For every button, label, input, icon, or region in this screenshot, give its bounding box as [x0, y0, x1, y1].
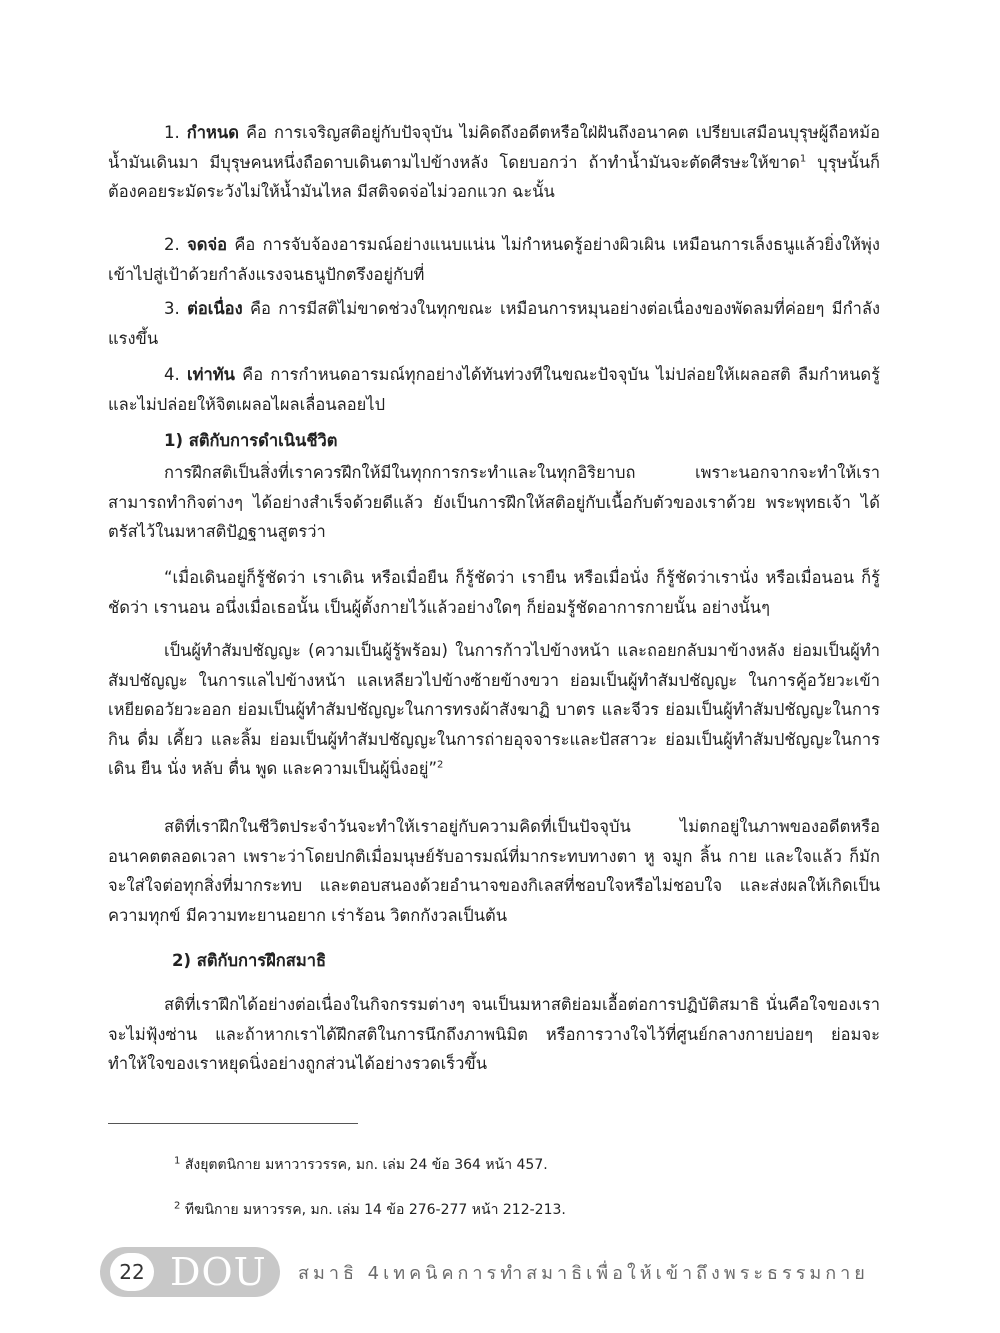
- paragraph-4: [108, 360, 880, 419]
- footnote-divider: [108, 1123, 358, 1124]
- paragraph-8: สติที่เราฝึกในชีวิตประจำวันจะทำให้เราอยู่กับความคิดที่เป็นปัจจุบัน ไม่ตกอยู่ในภาพของอดีตหรืออนาคตตลอดเวลา เพราะว่าโดยปกติเมื่อมนุษย์รับอารมณ์ที่มากระทบทางตา หู จมูก ลิ้น กาย และใจแล้ว ก็มักจะใส่ใจต่อทุกสิ่งที่มากระทบ และตอบสนองด้วยอำนาจของกิเลสที่ชอบใจหรือไม่ชอบใจ และส่งผลให้เกิดเป็นความทุกข์ มีความทะยานอยาก เร่าร้อน วิตกกังวลเป็นต้น: [108, 817, 880, 925]
- item-number: 3.: [164, 299, 180, 318]
- paragraph-text: คือ การเจริญสติอยู่กับปัจจุบัน ไม่คิดถึงอดีตหรือใฝ่ฝันถึงอนาคต เปรียบเสมือนบุรุษผู้ถือหม้อน้ำมันเดินมา มีบุรุษคนหนึ่งถือดาบเดินตามไปข้างหลัง โดยบอกว่า ถ้าทำน้ำมันจะตัดศีรษะให้ขาด: [108, 123, 881, 172]
- paragraph-text: บุรุษนั้นก็ต้องคอยระมัดระวังไม่ให้น้ำมันไหล มีสติจดจ่อไม่วอกแวก ฉะนั้น: [108, 152, 880, 201]
- page-number: 22: [110, 1253, 154, 1291]
- paragraph-2: [108, 230, 880, 289]
- section-heading-2: 2) สติกับการฝึกสมาธิ: [172, 951, 327, 970]
- footnote-1: [174, 1155, 548, 1175]
- footnote-ref: 1: [799, 153, 807, 164]
- section-heading-1: 1) สติกับการดำเนินชีวิต: [164, 431, 338, 450]
- footnote-2: [174, 1200, 566, 1220]
- paragraph-5: การฝึกสติเป็นสิ่งที่เราควรฝึกให้มีในทุกการกระทำและในทุกอิริยาบถ เพราะนอกจากจะทำให้เราสามารถทำกิจต่างๆ ได้อย่างสำเร็จด้วยดีแล้ว ยังเป็นการฝึกให้สติอยู่กับเนื้อกับตัวของเราด้วย พระพุทธเจ้า ได้ตรัสไว้ในมหาสติปัฏฐานสูตรว่า: [108, 463, 880, 541]
- paragraph-7-quote: [108, 636, 880, 784]
- item-term: จดจ่อ: [187, 235, 228, 254]
- item-term: กำหนด: [186, 123, 239, 142]
- paragraph-6-quote: “เมื่อเดินอยู่ก็รู้ชัดว่า เราเดิน หรือเมื่อยืน ก็รู้ชัดว่า เรายืน หรือเมื่อนั่ง ก็รู้ชัดว่าเรานั่ง หรือเมื่อนอน ก็รู้ชัดว่า เรานอน อนึ่งเมื่อเธอนั้น เป็นผู้ตั้งกายไว้แล้วอย่างใดๆ ก็ย่อมรู้ชัดอาการกายนั้น อย่างนั้นๆ: [108, 568, 880, 617]
- item-number: 2.: [164, 235, 180, 254]
- paragraph-text: เป็นผู้ทำสัมปชัญญะ (ความเป็นผู้รู้พร้อม) ในการก้าวไปข้างหน้า และถอยกลับมาข้างหลัง ย่อมเป็นผู้ทำสัมปชัญญะ ในการแลไปข้างหน้า แลเหลียวไปข้างซ้ายข้างขวา ย่อมเป็นผู้ทำสัมปชัญญะ ในการคู้อวัยวะเข้า เหยียดอวัยวะออก ย่อมเป็นผู้ทำสัมปชัญญะในการทรงผ้าสังฆาฏิ บาตร และจีวร ย่อมเป็นผู้ทำสัมปชัญญะในการกิน ดื่ม เคี้ยว และลิ้ม ย่อมเป็นผู้ทำสัมปชัญญะในการถ่ายอุจจาระและปัสสาวะ ย่อมเป็นผู้ทำสัมปชัญญะในการเดิน ยืน นั่ง หลับ ตื่น พูด และความเป็นผู้นิ่งอยู่”: [108, 641, 880, 778]
- footnote-number: 2: [174, 1200, 181, 1212]
- paragraph-3: [108, 294, 880, 353]
- paragraph-9: สติที่เราฝึกได้อย่างต่อเนื่องในกิจกรรมต่างๆ จนเป็นมหาสติย่อมเอื้อต่อการปฏิบัติสมาธิ นั่นคือใจของเราจะไม่ฟุ้งซ่าน และถ้าหากเราได้ฝึกสติในการนึกถึงภาพนิมิต หรือการวางใจไว้ที่ศูนย์กลางกายบ่อยๆ ย่อมจะทำให้ใจของเราหยุดนิ่งอย่างถูกส่วนได้อย่างรวดเร็วขึ้น: [108, 995, 880, 1073]
- item-number: 1.: [164, 123, 180, 142]
- item-term: เท่าทัน: [186, 365, 235, 384]
- footnote-text: ทีฆนิกาย มหาวรรค, มก. เล่ม 14 ข้อ 276-277 หน้า 212-213.: [184, 1202, 566, 1218]
- dou-logo: DOU: [170, 1250, 267, 1294]
- footnote-text: สังยุตตนิกาย มหาวารวรรค, มก. เล่ม 24 ข้อ 364 หน้า 457.: [184, 1157, 548, 1173]
- running-footer-title: สมาธิ 4เทคนิคการทำสมาธิเพื่อให้เข้าถึงพระธรรมกาย: [298, 1263, 869, 1284]
- item-term: ต่อเนื่อง: [187, 299, 243, 318]
- footnote-number: 1: [174, 1155, 181, 1167]
- paragraph-text: คือ การกำหนดอารมณ์ทุกอย่างได้ทันท่วงทีในขณะปัจจุบัน ไม่ปล่อยให้เผลอสติ ลืมกำหนดรู้ และไม่ปล่อยให้จิตเผลอไผลเลื่อนลอยไป: [108, 365, 880, 414]
- item-number: 4.: [164, 365, 180, 384]
- paragraph-text: คือ การจับจ้องอารมณ์อย่างแนบแน่น ไม่กำหนดรู้อย่างผิวเผิน เหมือนการเล็งธนูแล้วยิ่งให้พุ่งเข้าไปสู่เป้าด้วยกำลังแรงจนธนูปักตรึงอยู่กับที่: [108, 235, 880, 284]
- paragraph-1: [108, 118, 880, 207]
- footnote-ref: 2: [437, 759, 444, 771]
- paragraph-text: คือ การมีสติไม่ขาดช่วงในทุกขณะ เหมือนการหมุนอย่างต่อเนื่องของพัดลมที่ค่อยๆ มีกำลังแรงขึ้น: [108, 299, 880, 348]
